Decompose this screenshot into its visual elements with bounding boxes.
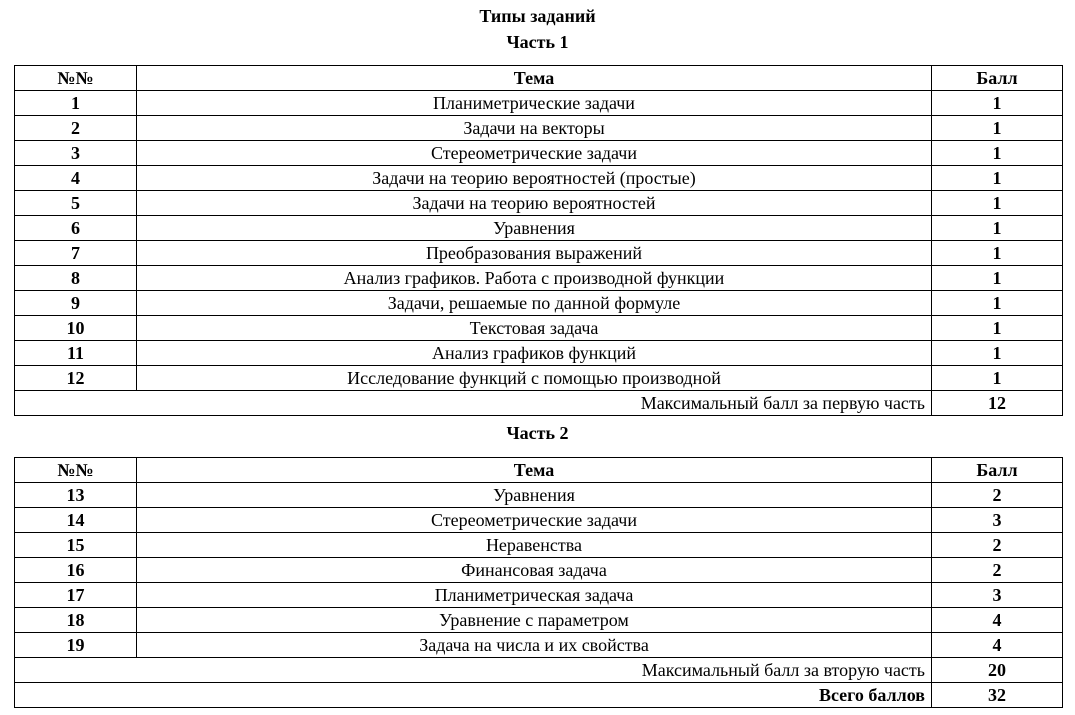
table-row xyxy=(15,633,1063,658)
task-number: 17 xyxy=(15,583,137,608)
task-number: 19 xyxy=(15,633,137,658)
task-number: 14 xyxy=(15,508,137,533)
part2-max-value: 20 xyxy=(932,658,1063,683)
task-topic: Неравенства xyxy=(137,533,932,558)
part2-table xyxy=(14,457,1063,708)
part1-max-value: 12 xyxy=(932,391,1063,416)
task-topic: Задачи на теорию вероятностей (простые) xyxy=(137,166,932,191)
table-row xyxy=(15,533,1063,558)
column-header-num: №№ xyxy=(15,66,137,91)
task-topic: Задачи на теорию вероятностей xyxy=(137,191,932,216)
task-topic: Задачи, решаемые по данной формуле xyxy=(137,291,932,316)
table-row xyxy=(15,608,1063,633)
task-score: 4 xyxy=(932,608,1063,633)
task-score: 1 xyxy=(932,266,1063,291)
task-topic: Задача на числа и их свойства xyxy=(137,633,932,658)
task-score: 1 xyxy=(932,291,1063,316)
task-topic: Текстовая задача xyxy=(137,316,932,341)
table-row xyxy=(15,216,1063,241)
task-score: 2 xyxy=(932,533,1063,558)
task-score: 1 xyxy=(932,116,1063,141)
task-number: 13 xyxy=(15,483,137,508)
part1-max-row xyxy=(15,391,1063,416)
task-topic: Уравнение с параметром xyxy=(137,608,932,633)
part1-table xyxy=(14,65,1063,416)
table-row xyxy=(15,483,1063,508)
table-row xyxy=(15,316,1063,341)
table-row xyxy=(15,366,1063,391)
task-score: 1 xyxy=(932,166,1063,191)
task-number: 11 xyxy=(15,341,137,366)
task-number: 3 xyxy=(15,141,137,166)
task-topic: Финансовая задача xyxy=(137,558,932,583)
task-topic: Уравнения xyxy=(137,483,932,508)
task-score: 1 xyxy=(932,191,1063,216)
total-value: 32 xyxy=(932,683,1063,708)
total-label: Всего баллов xyxy=(15,683,932,708)
task-number: 1 xyxy=(15,91,137,116)
task-number: 4 xyxy=(15,166,137,191)
task-score: 2 xyxy=(932,558,1063,583)
table-row xyxy=(15,508,1063,533)
table-row xyxy=(15,166,1063,191)
task-topic: Стереометрические задачи xyxy=(137,141,932,166)
task-topic: Задачи на векторы xyxy=(137,116,932,141)
table-row xyxy=(15,341,1063,366)
document-title: Типы заданий xyxy=(479,6,596,26)
table-row xyxy=(15,91,1063,116)
part2-body xyxy=(15,483,1063,658)
task-number: 8 xyxy=(15,266,137,291)
total-row xyxy=(15,683,1063,708)
task-number: 10 xyxy=(15,316,137,341)
task-score: 1 xyxy=(932,241,1063,266)
task-topic: Планиметрическая задача xyxy=(137,583,932,608)
task-score: 1 xyxy=(932,316,1063,341)
table-row xyxy=(15,558,1063,583)
part1-max-label: Максимальный балл за первую часть xyxy=(15,391,932,416)
table-row xyxy=(15,191,1063,216)
task-topic: Стереометрические задачи xyxy=(137,508,932,533)
task-number: 9 xyxy=(15,291,137,316)
task-number: 5 xyxy=(15,191,137,216)
table-row xyxy=(15,291,1063,316)
part2-header-row xyxy=(15,458,1063,483)
column-header-score: Балл xyxy=(932,458,1063,483)
task-score: 1 xyxy=(932,216,1063,241)
table-row xyxy=(15,116,1063,141)
table-row xyxy=(15,583,1063,608)
part1-header-row xyxy=(15,66,1063,91)
task-score: 1 xyxy=(932,141,1063,166)
task-score: 3 xyxy=(932,508,1063,533)
task-score: 4 xyxy=(932,633,1063,658)
task-topic: Анализ графиков функций xyxy=(137,341,932,366)
task-number: 7 xyxy=(15,241,137,266)
task-score: 1 xyxy=(932,91,1063,116)
task-topic: Анализ графиков. Работа с производной функции xyxy=(137,266,932,291)
column-header-score: Балл xyxy=(932,66,1063,91)
task-score: 2 xyxy=(932,483,1063,508)
task-topic: Планиметрические задачи xyxy=(137,91,932,116)
task-number: 18 xyxy=(15,608,137,633)
table-row xyxy=(15,241,1063,266)
task-topic: Уравнения xyxy=(137,216,932,241)
task-number: 12 xyxy=(15,366,137,391)
task-score: 3 xyxy=(932,583,1063,608)
task-number: 6 xyxy=(15,216,137,241)
task-topic: Исследование функций с помощью производной xyxy=(137,366,932,391)
column-header-num: №№ xyxy=(15,458,137,483)
part1-heading: Часть 1 xyxy=(506,32,569,52)
task-score: 1 xyxy=(932,341,1063,366)
part2-heading: Часть 2 xyxy=(506,423,569,443)
task-number: 16 xyxy=(15,558,137,583)
task-number: 15 xyxy=(15,533,137,558)
part2-max-row xyxy=(15,658,1063,683)
task-number: 2 xyxy=(15,116,137,141)
table-row xyxy=(15,266,1063,291)
task-topic: Преобразования выражений xyxy=(137,241,932,266)
part2-max-label: Максимальный балл за вторую часть xyxy=(15,658,932,683)
table-row xyxy=(15,141,1063,166)
column-header-topic: Тема xyxy=(137,66,932,91)
task-score: 1 xyxy=(932,366,1063,391)
part1-body xyxy=(15,91,1063,391)
column-header-topic: Тема xyxy=(137,458,932,483)
